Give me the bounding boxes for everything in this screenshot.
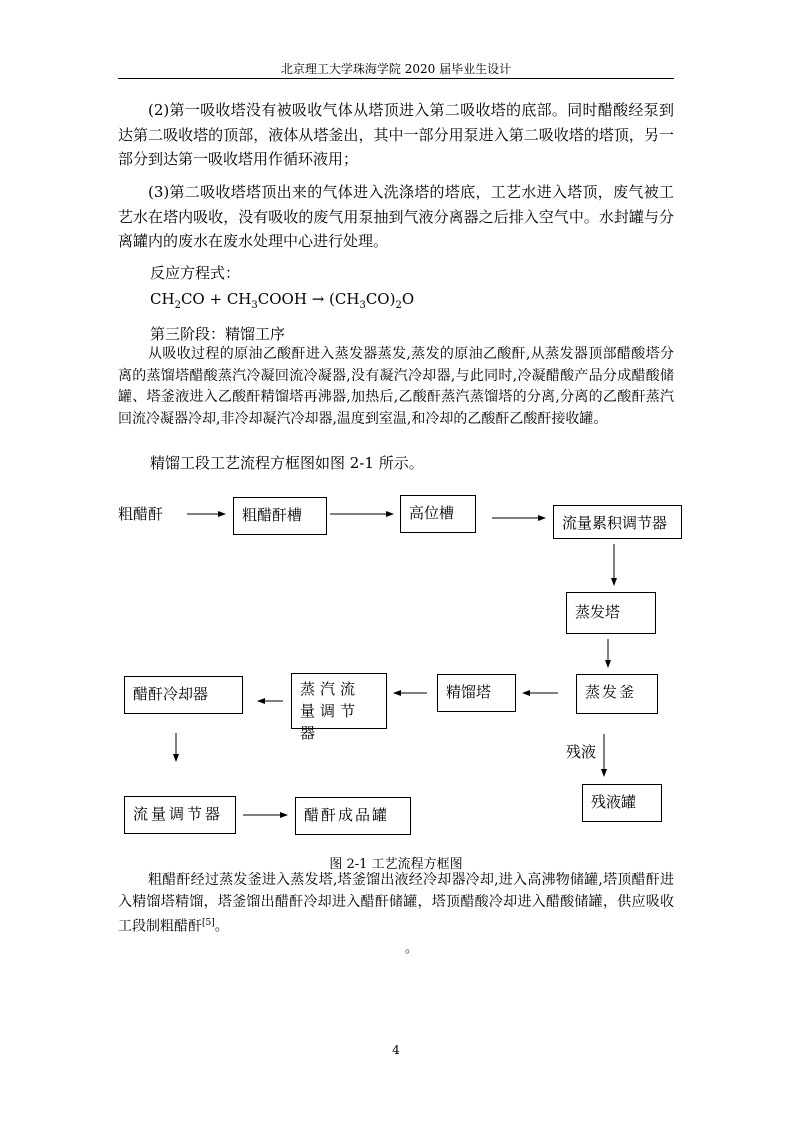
residue-label: 残液 — [566, 743, 597, 761]
box-evaporation-tower: 蒸发塔 — [566, 592, 656, 634]
box-high-level-tank: 高位槽 — [400, 495, 476, 533]
page-header: 北京理工大学珠海学院 2020 届毕业生设计 — [280, 62, 512, 76]
paragraph-summary: 粗醋酐经过蒸发釜进入蒸发塔,塔釜馏出液经冷却器冷却,进入高沸物储罐,塔顶醋酐进入精馏塔精馏，塔釜馏出醋酐冷却进入醋酐储罐，塔顶醋酸冷却进入醋酸储罐，供应吸收工段制粗醋酐[5]。 — [118, 872, 674, 935]
paragraph-figure-ref: 精馏工段工艺流程方框图如图 2-1 所示。 — [150, 454, 424, 472]
stray-punctuation: 。 — [405, 941, 419, 956]
box-crude-anhydride-tank: 粗醋酐槽 — [233, 497, 327, 535]
paragraph-distillation: 从吸收过程的原油乙酸酐进入蒸发器蒸发,蒸发的原油乙酸酐,从蒸发器顶部醋酸塔分离的蒸馏塔醋酸蒸汽冷凝回流冷凝器,没有凝汽冷却器,与此同时,冷凝醋酸产品分成醋酸储罐、塔釜液进入乙酸酐精馏塔再沸器,加热后,乙酸酐蒸汽蒸馏塔的分离,分离的乙酸酐蒸汽回流冷凝器冷却,非冷却凝汽冷却器,温度到室温,和冷却的乙酸酐乙酸酐接收罐。 — [118, 346, 674, 427]
paragraph-step-2: (2)第一吸收塔没有被吸收气体从塔顶进入第二吸收塔的底部。同时醋酸经泵到达第二吸收塔的顶部，液体从塔釜出，其中一部分用泵进入第二吸收塔的塔顶，另一部分到达第一吸收塔用作循环液用； — [118, 101, 674, 169]
box-evaporation-kettle: 蒸发釜 — [576, 674, 658, 714]
box-flow-regulator: 流量调节器 — [124, 796, 236, 834]
box-flow-accumulation-regulator: 流量累积调节器 — [553, 505, 682, 539]
paragraph-step-3: (3)第二吸收塔塔顶出来的气体进入洗涤塔的塔底，工艺水进入塔顶，废气被工艺水在塔内吸收，没有吸收的废气用泵抽到气液分离器之后排入空气中。水封罐与分离罐内的废水在废水处理中心进行处理。 — [118, 183, 674, 251]
box-rectifying-tower: 精馏塔 — [437, 674, 516, 712]
equation-label: 反应方程式： — [150, 264, 241, 282]
box-anhydride-cooler: 醋酐冷却器 — [124, 676, 243, 714]
stage-3-heading: 第三阶段：精馏工序 — [150, 325, 286, 343]
reaction-equation: $CH_2CO$ + $CH_3COOH \to (CH_3CO)_2O$ — [150, 290, 415, 311]
box-steam-flow-regulator: 蒸汽流量调节器 — [291, 673, 387, 729]
box-product-tank: 醋酐成品罐 — [295, 797, 411, 835]
box-residue-tank: 残液罐 — [582, 784, 662, 822]
input-label: 粗醋酐 — [118, 505, 164, 523]
figure-caption: 图 2-1 工艺流程方框图 — [329, 857, 463, 872]
page-number: 4 — [392, 1043, 400, 1057]
